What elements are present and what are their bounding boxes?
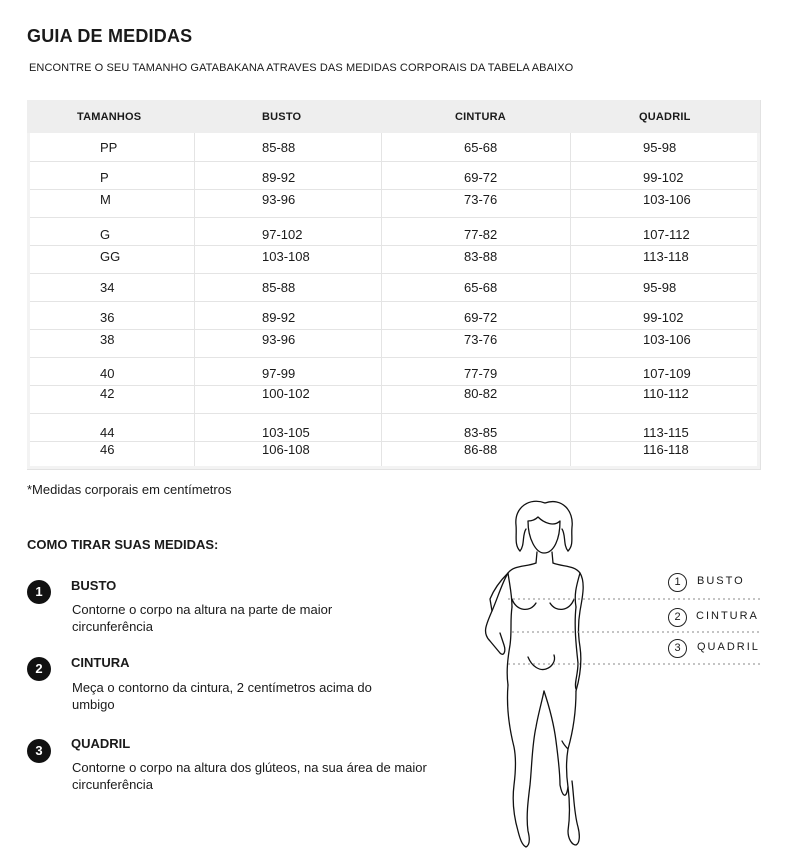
size-cell: 38 <box>100 332 115 347</box>
step-2-title: CINTURA <box>71 655 130 670</box>
table-row <box>30 217 757 245</box>
busto-cell: 97-102 <box>262 227 303 242</box>
step-3-title: QUADRIL <box>71 736 131 751</box>
legend-1-badge: 1 <box>668 573 687 592</box>
busto-cell: 103-108 <box>262 249 310 264</box>
size-cell: G <box>100 227 111 242</box>
table-row <box>30 413 757 441</box>
busto-cell: 85-88 <box>262 280 296 295</box>
measurement-note: *Medidas corporais em centímetros <box>27 482 232 497</box>
quadril-cell: 116-118 <box>643 442 689 457</box>
page-title: GUIA DE MEDIDAS <box>27 26 193 46</box>
busto-cell: 93-96 <box>262 192 296 207</box>
cintura-cell: 65-68 <box>464 280 498 295</box>
cintura-cell: 86-88 <box>464 442 498 457</box>
table-row <box>30 441 757 466</box>
busto-cell: 89-92 <box>262 310 296 325</box>
size-cell: 44 <box>100 425 115 440</box>
howto-heading: COMO TIRAR SUAS MEDIDAS: <box>27 537 219 552</box>
cintura-cell: 73-76 <box>464 332 498 347</box>
step-1-badge: 1 <box>27 580 51 604</box>
table-row <box>30 245 757 273</box>
quadril-cell: 95-98 <box>643 280 677 295</box>
header-quadril: QUADRIL <box>639 111 691 123</box>
quadril-cell: 99-102 <box>643 170 684 185</box>
step-1-description: Contorne o corpo na altura na parte de maior circunferência <box>72 602 333 634</box>
quadril-cell: 107-109 <box>643 366 691 381</box>
legend-1-label: BUSTO <box>697 575 745 587</box>
table-row <box>30 161 757 189</box>
quadril-cell: 107-112 <box>643 227 690 242</box>
table-body <box>30 133 757 466</box>
quadril-cell: 110-112 <box>643 386 689 401</box>
quadril-cell: 113-118 <box>643 249 689 264</box>
quadril-cell: 103-106 <box>643 332 691 347</box>
legend-2-label: CINTURA <box>696 610 759 622</box>
busto-cell: 97-99 <box>262 366 296 381</box>
busto-cell: 100-102 <box>262 386 310 401</box>
size-cell: 46 <box>100 442 115 457</box>
cintura-cell: 69-72 <box>464 170 498 185</box>
table-row <box>30 189 757 217</box>
busto-cell: 89-92 <box>262 170 296 185</box>
size-cell: PP <box>100 140 118 155</box>
quadril-cell: 113-115 <box>643 425 689 440</box>
step-1-title: BUSTO <box>71 578 117 593</box>
cintura-cell: 77-79 <box>464 366 498 381</box>
cintura-cell: 83-85 <box>464 425 498 440</box>
busto-cell: 103-105 <box>262 425 310 440</box>
table-row <box>30 385 757 413</box>
size-cell: M <box>100 192 111 207</box>
step-3-description: Contorne o corpo na altura dos glúteos, na sua área de maior circunferência <box>72 760 427 792</box>
table-row <box>30 329 757 357</box>
busto-cell: 93-96 <box>262 332 296 347</box>
table-row <box>30 273 757 301</box>
step-2-badge: 2 <box>27 657 51 681</box>
step-3-badge: 3 <box>27 739 51 763</box>
size-cell: 42 <box>100 386 115 401</box>
header-cintura: CINTURA <box>455 111 506 123</box>
table-row <box>30 357 757 385</box>
header-tamanhos: TAMANHOS <box>77 111 142 123</box>
cintura-cell: 69-72 <box>464 310 498 325</box>
cintura-cell: 83-88 <box>464 249 498 264</box>
header-busto: BUSTO <box>262 111 302 123</box>
table-row <box>30 301 757 329</box>
legend-2-badge: 2 <box>668 608 687 627</box>
legend-3-badge: 3 <box>668 639 687 658</box>
step-2-description: Meça o contorno da cintura, 2 centímetros acima do umbigo <box>72 680 372 712</box>
table-header <box>27 100 760 133</box>
legend-3-label: QUADRIL <box>697 641 760 653</box>
quadril-cell: 99-102 <box>643 310 684 325</box>
size-cell: 36 <box>100 310 115 325</box>
page-subtitle: ENCONTRE O SEU TAMANHO GATABAKANA ATRAVES DAS MEDIDAS CORPORAIS DA TABELA ABAIXO <box>29 62 574 74</box>
cintura-cell: 65-68 <box>464 140 498 155</box>
quadril-cell: 95-98 <box>643 140 677 155</box>
cintura-cell: 80-82 <box>464 386 498 401</box>
cintura-cell: 73-76 <box>464 192 498 207</box>
cintura-cell: 77-82 <box>464 227 498 242</box>
size-table <box>27 100 761 470</box>
quadril-cell: 103-106 <box>643 192 691 207</box>
table-row <box>30 133 757 161</box>
busto-cell: 85-88 <box>262 140 296 155</box>
size-cell: 40 <box>100 366 115 381</box>
size-cell: GG <box>100 249 121 264</box>
busto-cell: 106-108 <box>262 442 310 457</box>
size-cell: P <box>100 170 109 185</box>
body-figure-illustration <box>470 495 770 855</box>
size-cell: 34 <box>100 280 115 295</box>
